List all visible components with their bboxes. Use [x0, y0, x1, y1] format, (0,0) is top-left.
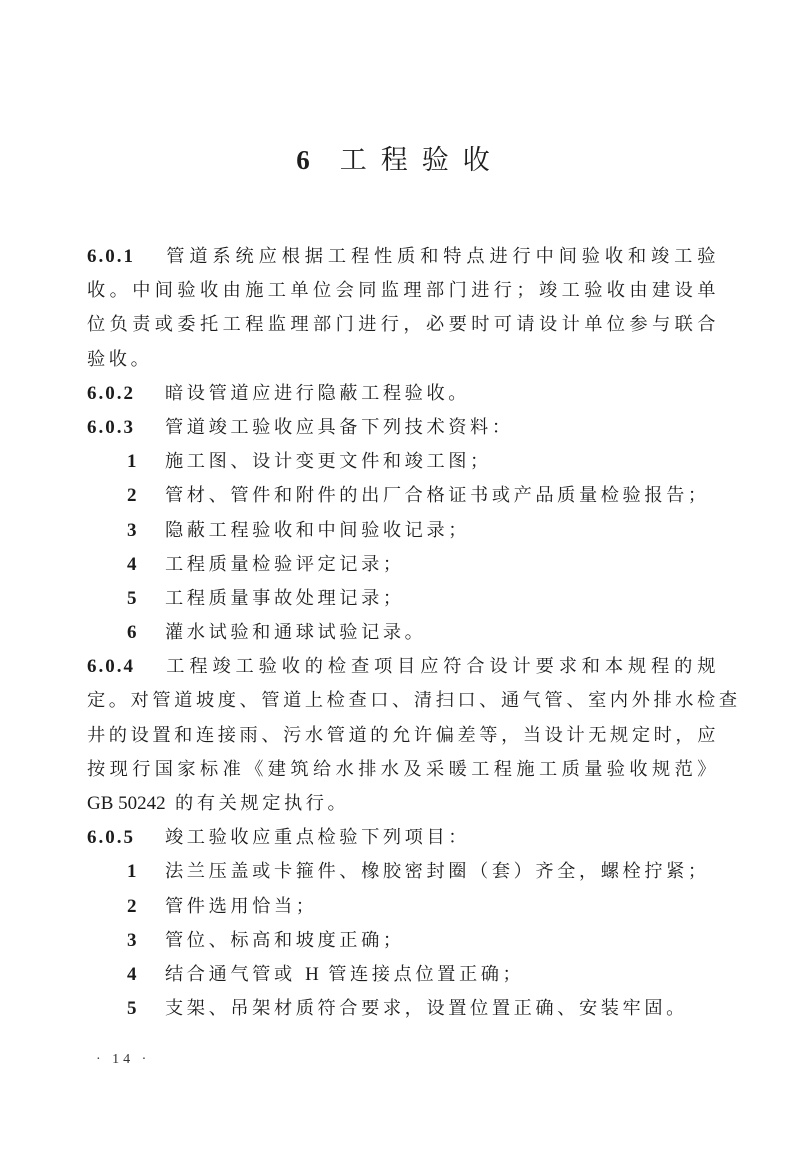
- list-item: [87, 616, 719, 650]
- clause-6-0-1: [87, 240, 719, 377]
- item-text: 管材、管件和附件的出厂合格证书或产品质量检验报告；: [165, 485, 710, 507]
- clause-6-0-2: [87, 377, 719, 411]
- list-item: [87, 958, 719, 992]
- item-text: 管件选用恰当；: [165, 895, 318, 917]
- clause-line: 验收。: [87, 348, 153, 370]
- item-text: 工程质量事故处理记录；: [165, 587, 405, 609]
- item-text: 隐蔽工程验收和中间验收记录；: [165, 519, 471, 541]
- clause-text: 管道系统应根据工程性质和特点进行中间验收和竣工验: [165, 246, 719, 267]
- clause-line: 位负责或委托工程监理部门进行，必要时可请设计单位参与联合: [87, 314, 719, 336]
- clause-text: 暗设管道应进行隐蔽工程验收。: [165, 382, 471, 404]
- item-text: 管连接点位置正确；: [318, 963, 525, 985]
- clause-line: [87, 787, 719, 821]
- clause-text: 竣工验收应重点检验下列项目：: [165, 827, 471, 849]
- list-item: [87, 855, 719, 889]
- clause-6-0-4: [87, 650, 741, 821]
- clause-line: [87, 650, 719, 684]
- item-code: H: [305, 963, 319, 985]
- item-number: 5: [127, 998, 137, 1020]
- list-item: [87, 582, 719, 616]
- clause-number: 6.0.1: [87, 246, 135, 267]
- clause-number: 6.0.4: [87, 656, 135, 678]
- item-number: 5: [127, 587, 137, 609]
- item-number: 1: [127, 451, 137, 473]
- chapter-body: [87, 240, 741, 1026]
- clause-number: 6.0.3: [87, 416, 135, 438]
- clause-line: [87, 240, 719, 274]
- clause-line: [87, 821, 719, 855]
- clause-6-0-3: [87, 411, 719, 650]
- clause-line: 定。对管道坡度、管道上检查口、清扫口、通气管、室内外排水检查: [87, 690, 741, 712]
- item-text: 结合通气管或: [165, 963, 306, 985]
- clause-number: 6.0.2: [87, 382, 135, 404]
- list-item: [87, 479, 719, 513]
- clause-line: [87, 411, 719, 445]
- clause-line: 井的设置和连接雨、污水管道的允许偏差等，当设计无规定时，应: [87, 724, 719, 746]
- list-item: [87, 890, 719, 924]
- clause-text: 工程竣工验收的检查项目应符合设计要求和本规程的规: [165, 656, 719, 678]
- item-number: 3: [127, 929, 137, 951]
- item-text: 施工图、设计变更文件和竣工图；: [165, 451, 492, 473]
- list-item: [87, 514, 719, 548]
- clause-6-0-5: [87, 821, 719, 1026]
- list-item: [87, 445, 719, 479]
- page-number: · 14 ·: [96, 1052, 151, 1067]
- item-number: 4: [127, 553, 137, 575]
- chapter-name: 工程验收: [339, 145, 504, 176]
- list-item: [87, 992, 719, 1026]
- item-number: 2: [127, 485, 137, 507]
- clause-line: [87, 377, 719, 411]
- chapter-number: 6: [296, 145, 310, 175]
- chapter-title: [0, 140, 800, 180]
- item-number: 4: [127, 963, 137, 985]
- item-text: 管位、标高和坡度正确；: [165, 929, 405, 951]
- item-number: 2: [127, 895, 137, 917]
- clause-line: 收。中间验收由施工单位会同监理部门进行；竣工验收由建设单: [87, 280, 719, 302]
- item-text: 灌水试验和通球试验记录。: [165, 622, 427, 644]
- clause-number: 6.0.5: [87, 827, 135, 849]
- item-number: 1: [127, 861, 137, 883]
- clause-line: 按现行国家标准《建筑给水排水及采暖工程施工质量验收规范》: [87, 758, 719, 780]
- clause-text: 管道竣工验收应具备下列技术资料：: [165, 416, 514, 438]
- clause-text: 的有关规定执行。: [165, 793, 350, 814]
- item-number: 6: [127, 622, 137, 644]
- list-item: [87, 924, 719, 958]
- standard-code: GB 50242: [87, 793, 166, 814]
- item-text: 法兰压盖或卡箍件、橡胶密封圈（套）齐全，螺栓拧紧；: [165, 861, 710, 883]
- item-number: 3: [127, 519, 137, 541]
- list-item: [87, 548, 719, 582]
- item-text: 工程质量检验评定记录；: [165, 553, 405, 575]
- item-text: 支架、吊架材质符合要求，设置位置正确、安装牢固。: [165, 998, 688, 1020]
